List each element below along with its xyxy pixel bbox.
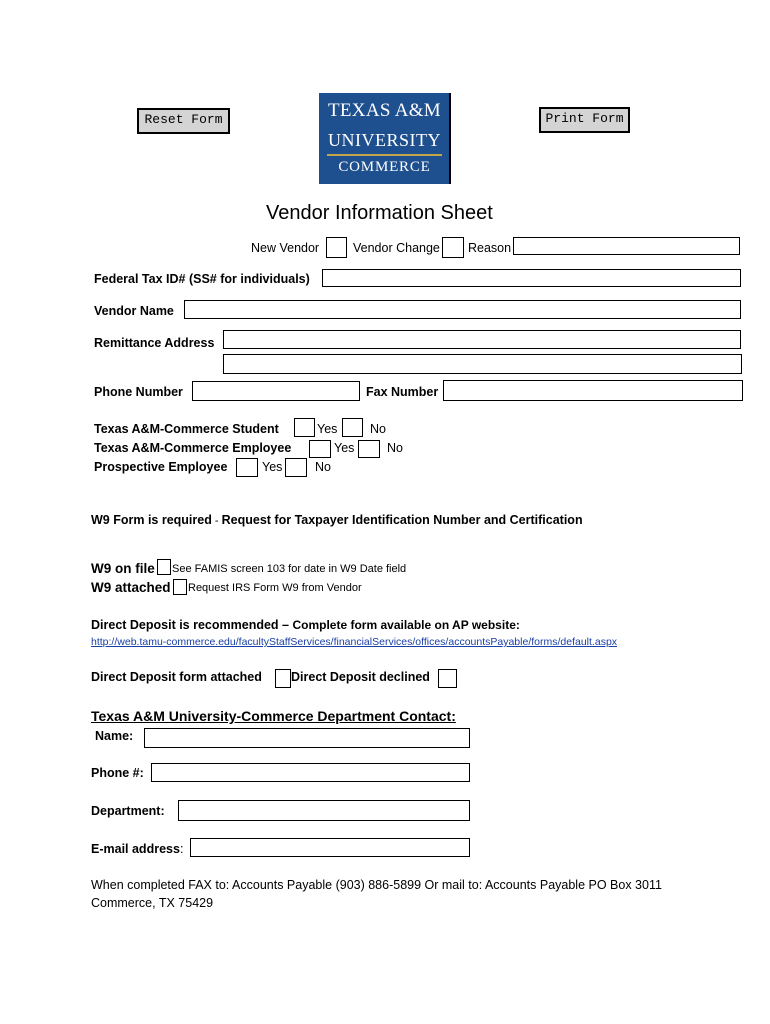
direct-deposit-attached-checkbox[interactable] xyxy=(275,669,291,688)
logo-line-1: TEXAS A&M xyxy=(327,100,442,121)
direct-deposit-recommended-line xyxy=(91,619,520,632)
student-yes-label: Yes xyxy=(317,422,338,436)
department-contact-heading: Texas A&M University-Commerce Department Contact: xyxy=(91,708,456,724)
w9-attached-checkbox[interactable] xyxy=(173,579,187,595)
federal-tax-id-label: Federal Tax ID# (SS# for individuals) xyxy=(94,272,310,286)
logo-rule xyxy=(449,93,451,184)
logo-divider xyxy=(327,154,442,156)
phone-number-label: Phone Number xyxy=(94,385,183,399)
university-logo xyxy=(319,93,450,184)
reason-input[interactable] xyxy=(513,237,740,255)
vendor-name-label: Vendor Name xyxy=(94,304,174,318)
w9-required-separator: - xyxy=(211,515,222,527)
prospective-yes-checkbox[interactable] xyxy=(236,458,258,477)
contact-name-input[interactable] xyxy=(144,728,470,748)
prospective-no-label: No xyxy=(315,460,331,474)
employee-label: Texas A&M-Commerce Employee xyxy=(94,441,292,455)
logo-line-2: UNIVERSITY xyxy=(328,130,441,150)
direct-deposit-attached-label: Direct Deposit form attached xyxy=(91,670,262,684)
vendor-name-input[interactable] xyxy=(184,300,741,319)
federal-tax-id-input[interactable] xyxy=(322,269,741,287)
student-no-checkbox[interactable] xyxy=(342,418,363,437)
w9-on-file-label: W9 on file xyxy=(91,561,155,576)
new-vendor-checkbox[interactable] xyxy=(326,237,347,258)
direct-deposit-declined-checkbox[interactable] xyxy=(438,669,457,688)
student-label: Texas A&M-Commerce Student xyxy=(94,422,279,436)
new-vendor-label: New Vendor xyxy=(251,241,320,255)
employee-yes-label: Yes xyxy=(334,441,355,455)
reset-form-button[interactable]: Reset Form xyxy=(137,108,230,134)
contact-phone-label: Phone #: xyxy=(91,766,144,780)
w9-on-file-checkbox[interactable] xyxy=(157,559,171,575)
contact-email-input[interactable] xyxy=(190,838,470,857)
employee-no-checkbox[interactable] xyxy=(358,440,380,458)
reason-label: Reason xyxy=(468,241,512,255)
direct-deposit-declined-label: Direct Deposit declined xyxy=(291,670,430,684)
contact-name-label: Name: xyxy=(95,729,134,743)
direct-deposit-complete-form: Complete form available on AP website: xyxy=(292,618,520,632)
employee-no-label: No xyxy=(387,441,403,455)
contact-email-colon: : xyxy=(179,842,184,856)
w9-required-line xyxy=(91,514,583,527)
logo-line-3: COMMERCE xyxy=(338,159,431,175)
student-no-label: No xyxy=(370,422,386,436)
contact-department-input[interactable] xyxy=(178,800,470,821)
vendor-change-label: Vendor Change xyxy=(353,241,440,255)
contact-phone-input[interactable] xyxy=(151,763,470,782)
w9-required-label: W9 Form is required xyxy=(91,513,212,527)
w9-attached-note: Request IRS Form W9 from Vendor xyxy=(188,582,362,594)
remittance-address-label: Remittance Address xyxy=(94,336,215,350)
prospective-no-checkbox[interactable] xyxy=(285,458,307,477)
prospective-label: Prospective Employee xyxy=(94,460,228,474)
vendor-change-checkbox[interactable] xyxy=(442,237,464,258)
print-form-button[interactable]: Print Form xyxy=(539,107,630,133)
w9-attached-label: W9 attached xyxy=(91,580,171,595)
phone-number-input[interactable] xyxy=(192,381,360,401)
contact-department-label: Department: xyxy=(91,804,165,818)
fax-number-input[interactable] xyxy=(443,380,743,401)
fax-number-label: Fax Number xyxy=(366,385,439,399)
contact-email-label-line xyxy=(91,843,183,856)
w9-on-file-note: See FAMIS screen 103 for date in W9 Date field xyxy=(172,563,407,575)
w9-required-description: Request for Taxpayer Identification Number and Certification xyxy=(221,513,583,527)
page-title: Vendor Information Sheet xyxy=(266,202,493,224)
contact-email-label: E-mail address xyxy=(91,842,180,856)
ap-forms-link[interactable]: http://web.tamu-commerce.edu/facultyStaffServices/financialServices/offices/accountsPayable/forms/default.aspx xyxy=(91,636,618,648)
employee-yes-checkbox[interactable] xyxy=(309,440,331,458)
student-yes-checkbox[interactable] xyxy=(294,418,315,437)
remittance-address-line2[interactable] xyxy=(223,354,742,374)
direct-deposit-recommended-label: Direct Deposit is recommended xyxy=(91,618,279,632)
submission-instructions: When completed FAX to: Accounts Payable (903) 886-5899 Or mail to: Accounts Payable PO Box 3011 Commerce, TX 75429 xyxy=(91,878,662,910)
direct-deposit-dash: – xyxy=(278,618,293,632)
remittance-address-line1[interactable] xyxy=(223,330,741,349)
prospective-yes-label: Yes xyxy=(262,460,283,474)
